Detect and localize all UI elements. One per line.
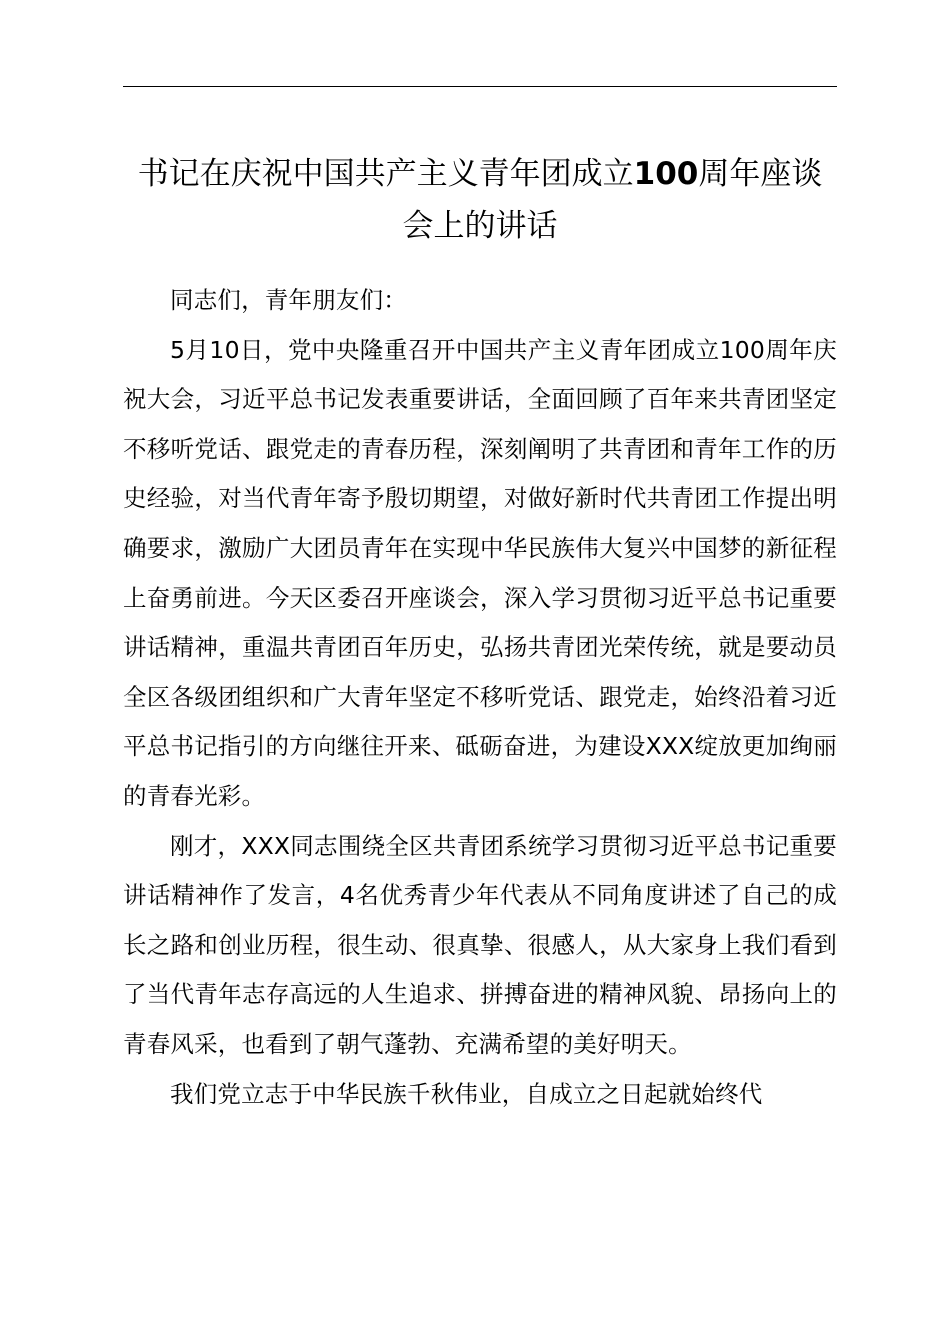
document-title	[123, 148, 837, 252]
paragraph-3: 我们党立志于中华民族千秋伟业，自成立之日起就始终代	[170, 1079, 763, 1108]
header-rule	[123, 86, 837, 87]
document-body	[123, 276, 837, 1119]
title-text-part2: 周年座谈会上的讲话	[402, 156, 823, 244]
salutation: 同志们，青年朋友们：	[170, 286, 407, 314]
title-text-part1: 书记在庆祝中国共产主义青年团成立	[137, 156, 634, 192]
paragraph-2: 刚才，XXX同志围绕全区共青团系统学习贯彻习近平总书记重要讲话精神作了发言，4名优秀青少年代表从不同角度讲述了自己的成长之路和创业历程，很生动、很真挚、很感人，从大家身上我们看到了当代青年志存高远的人生追求、拼搏奋进的精神风貌、昂扬向上的青春风采，也看到了朝气蓬勃、充满希望的美好明天。	[123, 831, 837, 1058]
title-number: 100	[633, 156, 699, 192]
paragraph-1: 5月10日，党中央隆重召开中国共产主义青年团成立100周年庆祝大会，习近平总书记发表重要讲话，全面回顾了百年来共青团坚定不移听党话、跟党走的青春历程，深刻阐明了共青团和青年工作的历史经验，对当代青年寄予殷切期望，对做好新时代共青团工作提出明确要求，激励广大团员青年在实现中华民族伟大复兴中国梦的新征程上奋勇前进。今天区委召开座谈会，深入学习贯彻习近平总书记重要讲话精神，重温共青团百年历史，弘扬共青团光荣传统，就是要动员全区各级团组织和广大青年坚定不移听党话、跟党走，始终沿着习近平总书记指引的方向继往开来、砥砺奋进，为建设XXX绽放更加绚丽的青春光彩。	[123, 335, 837, 810]
